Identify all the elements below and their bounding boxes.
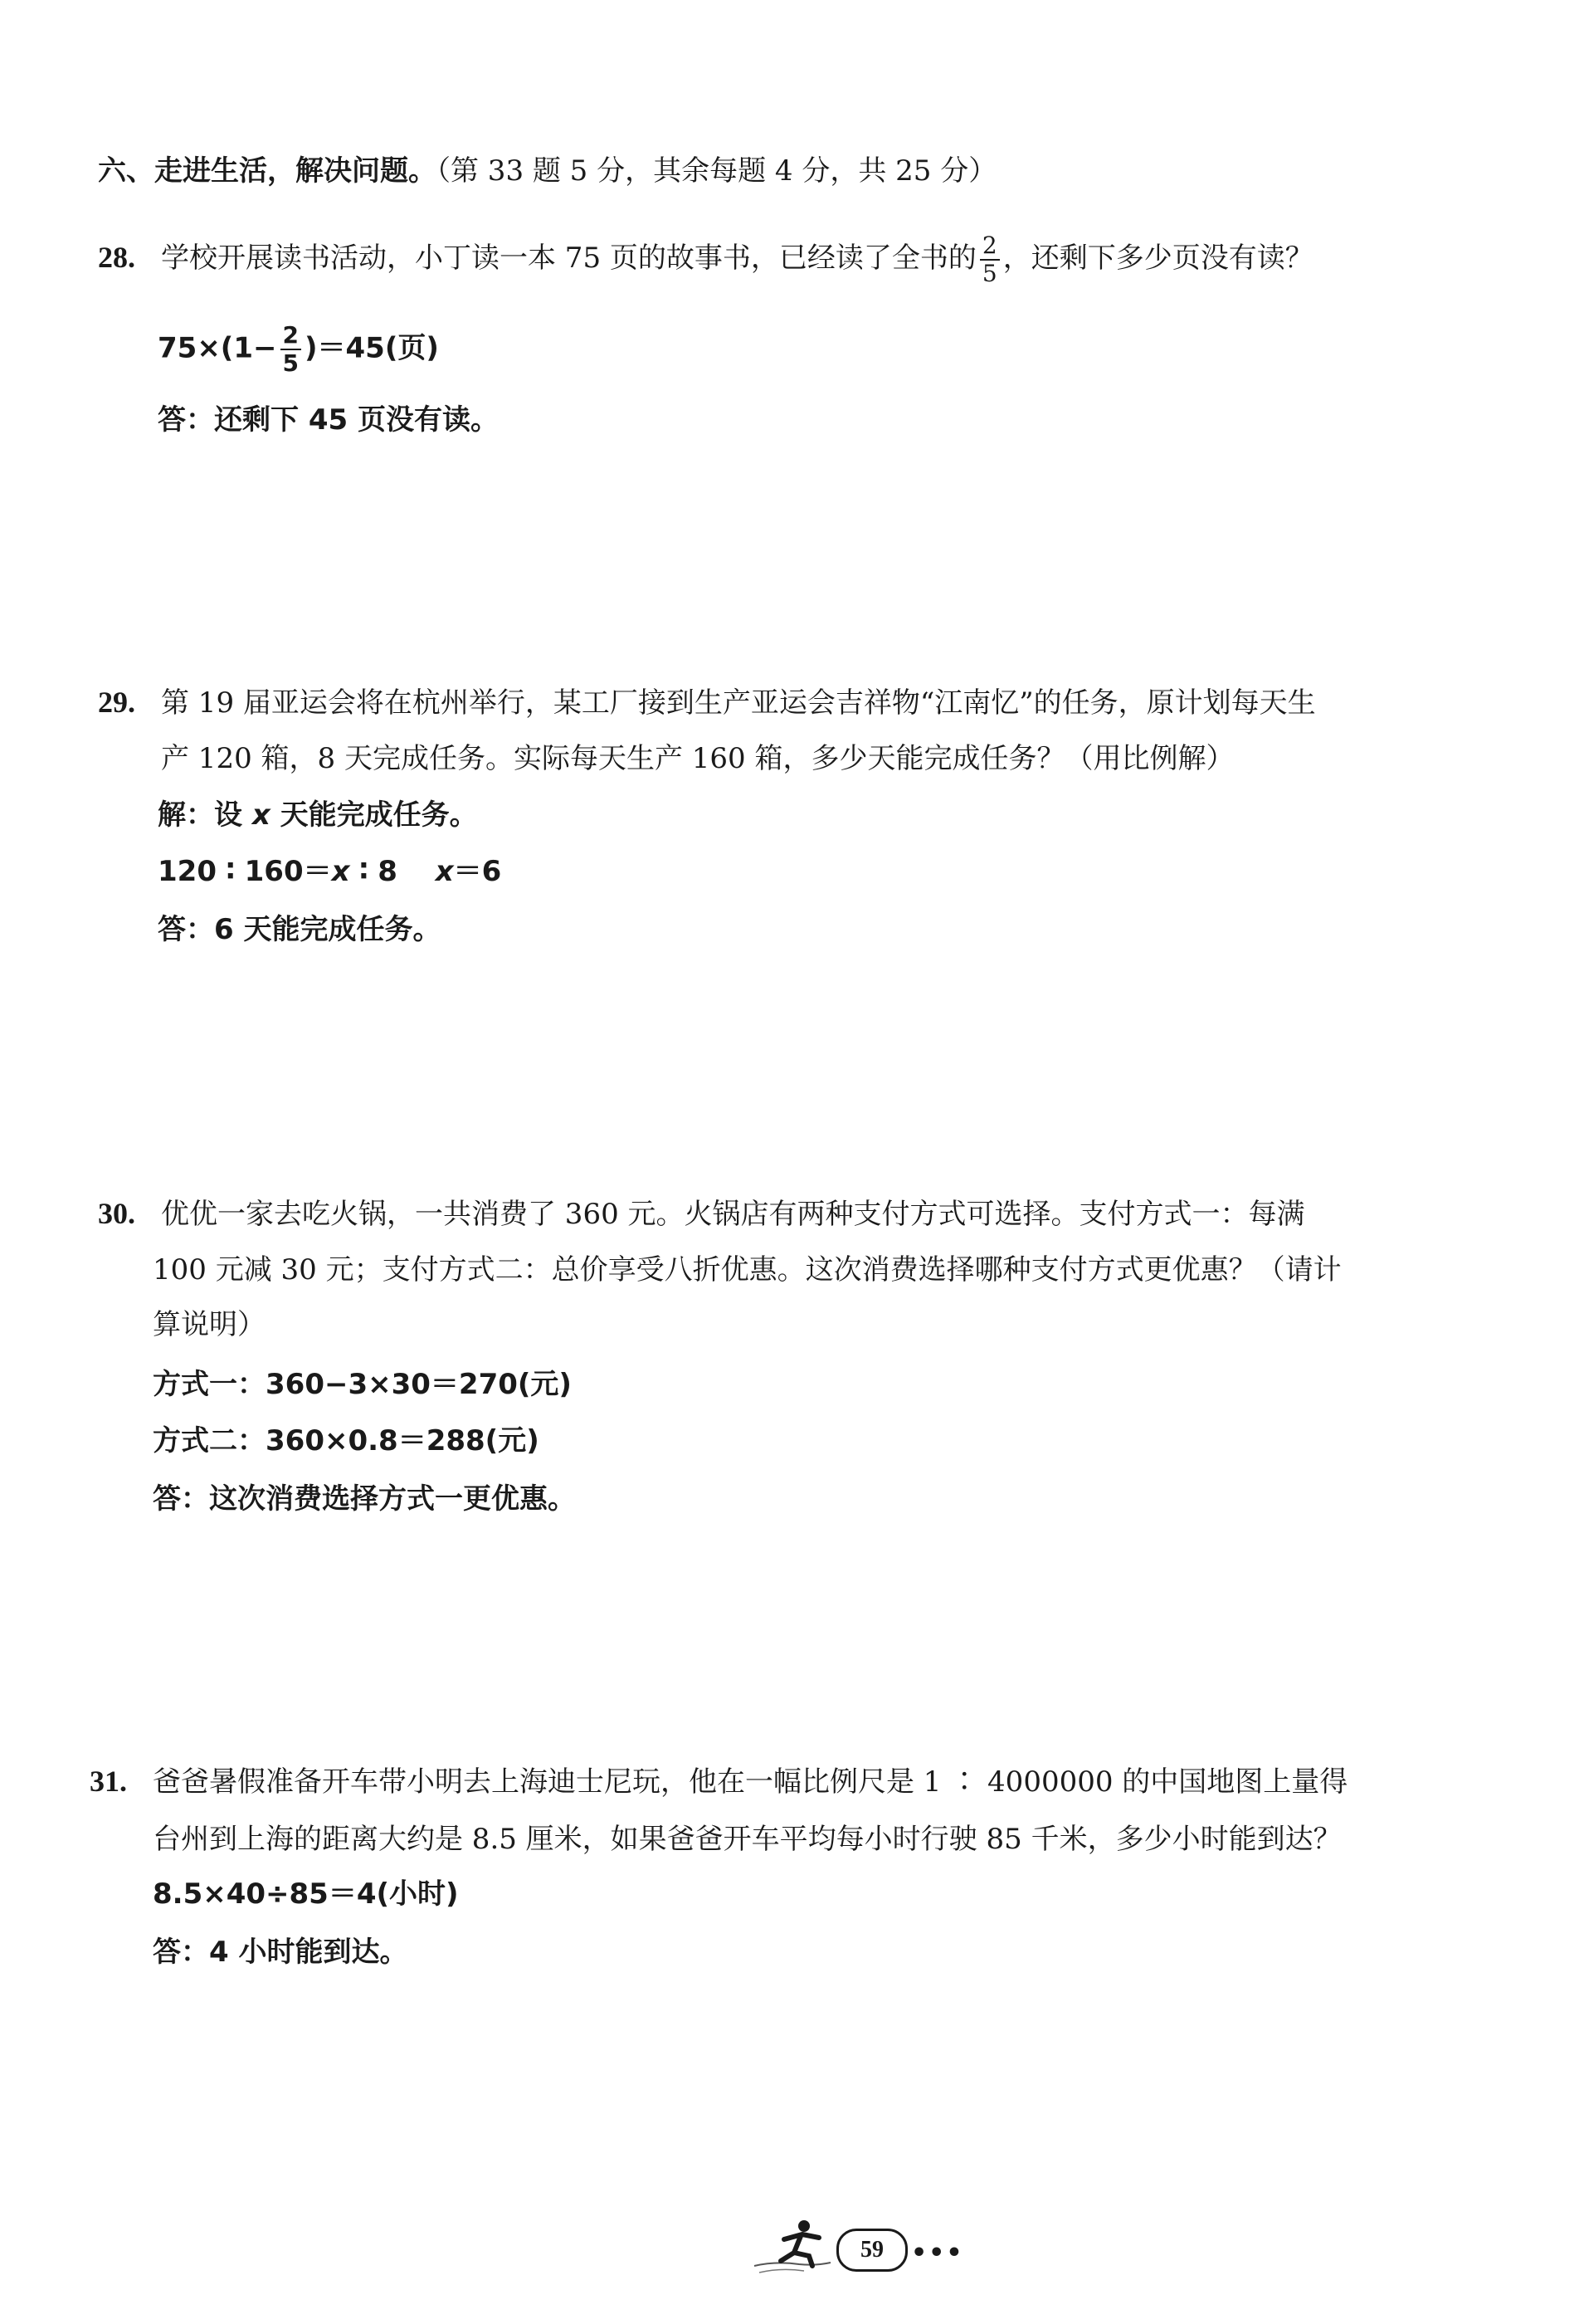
question-text: 优优一家去吃火锅，一共消费了 360 元。火锅店有两种支付方式可选择。支付方式一：每满 — [161, 1198, 1305, 1231]
question-30-line2: 100 元减 30 元；支付方式二：总价享受八折优惠。这次消费选择哪种支付方式更优惠？（请计 — [153, 1253, 1342, 1286]
equation-part: ＝6 — [453, 855, 502, 888]
question-30-line1 — [98, 1197, 1305, 1231]
q29-equation — [158, 855, 501, 888]
q28-answer: 答：还剩下 45 页没有读。 — [158, 403, 499, 437]
calc-part: )＝45(页) — [304, 331, 439, 365]
solve-text: 解：设 — [158, 798, 252, 832]
fraction-denominator: 5 — [282, 349, 299, 377]
q29-answer: 答：6 天能完成任务。 — [158, 913, 441, 946]
question-number: 29. — [98, 686, 135, 719]
runner-logo-icon — [751, 2214, 834, 2281]
footer-dots: ••• — [911, 2239, 964, 2268]
question-text: 爸爸暑假准备开车带小明去上海迪士尼玩，他在一幅比例尺是 1 ∶ 4000000 的中国地图上量得 — [153, 1765, 1348, 1799]
q30-method-2: 方式二：360×0.8＝288(元) — [153, 1424, 539, 1457]
question-31-line2: 台州到上海的距离大约是 8.5 厘米，如果爸爸开车平均每小时行驶 85 千米，多少小时能到达？ — [153, 1823, 1342, 1856]
fraction — [280, 321, 301, 377]
q30-answer: 答：这次消费选择方式一更优惠。 — [153, 1482, 576, 1516]
equation-part: 120 ∶ 160＝ — [158, 855, 332, 888]
section-note: （第 33 题 5 分，其余每题 4 分，共 25 分） — [436, 154, 997, 188]
fraction-numerator: 2 — [980, 234, 1000, 261]
question-number: 30. — [98, 1197, 135, 1230]
question-28 — [98, 234, 1314, 286]
fraction — [980, 234, 1000, 286]
question-text: 第 19 届亚运会将在杭州举行，某工厂接到生产亚运会吉祥物“江南忆”的任务，原计划每天生 — [161, 686, 1316, 720]
question-text-end: ，还剩下多少页没有读？ — [1002, 242, 1314, 275]
question-number: 28. — [98, 241, 135, 274]
question-29-line1 — [98, 686, 1316, 720]
question-text: 学校开展读书活动，小丁读一本 75 页的故事书，已经读了全书的 — [161, 242, 977, 275]
variable: x — [435, 855, 454, 888]
q28-calculation — [158, 321, 439, 377]
q31-answer: 答：4 小时能到达。 — [153, 1936, 408, 1969]
question-30-line3: 算说明） — [153, 1308, 266, 1341]
q29-solve — [158, 798, 478, 832]
fraction-numerator: 2 — [280, 324, 301, 350]
page-number: 59 — [836, 2229, 908, 2272]
fraction-denominator: 5 — [982, 260, 997, 287]
section-heading — [98, 154, 997, 188]
q30-method-1: 方式一：360−3×30＝270(元) — [153, 1368, 572, 1401]
question-number: 31. — [90, 1765, 127, 1798]
question-31-line1 — [90, 1765, 1348, 1799]
solve-text: 天能完成任务。 — [270, 798, 478, 832]
question-29-line2: 产 120 箱，8 天完成任务。实际每天生产 160 箱，多少天能完成任务？（用比例解） — [161, 742, 1235, 775]
q31-calculation: 8.5×40÷85＝4(小时) — [153, 1877, 459, 1911]
calc-part: 75×(1− — [158, 331, 277, 365]
section-title: 六、走进生活，解决问题。 — [98, 154, 436, 188]
equation-part: ∶ 8 — [349, 855, 436, 888]
variable: x — [331, 855, 350, 888]
variable: x — [251, 798, 270, 832]
